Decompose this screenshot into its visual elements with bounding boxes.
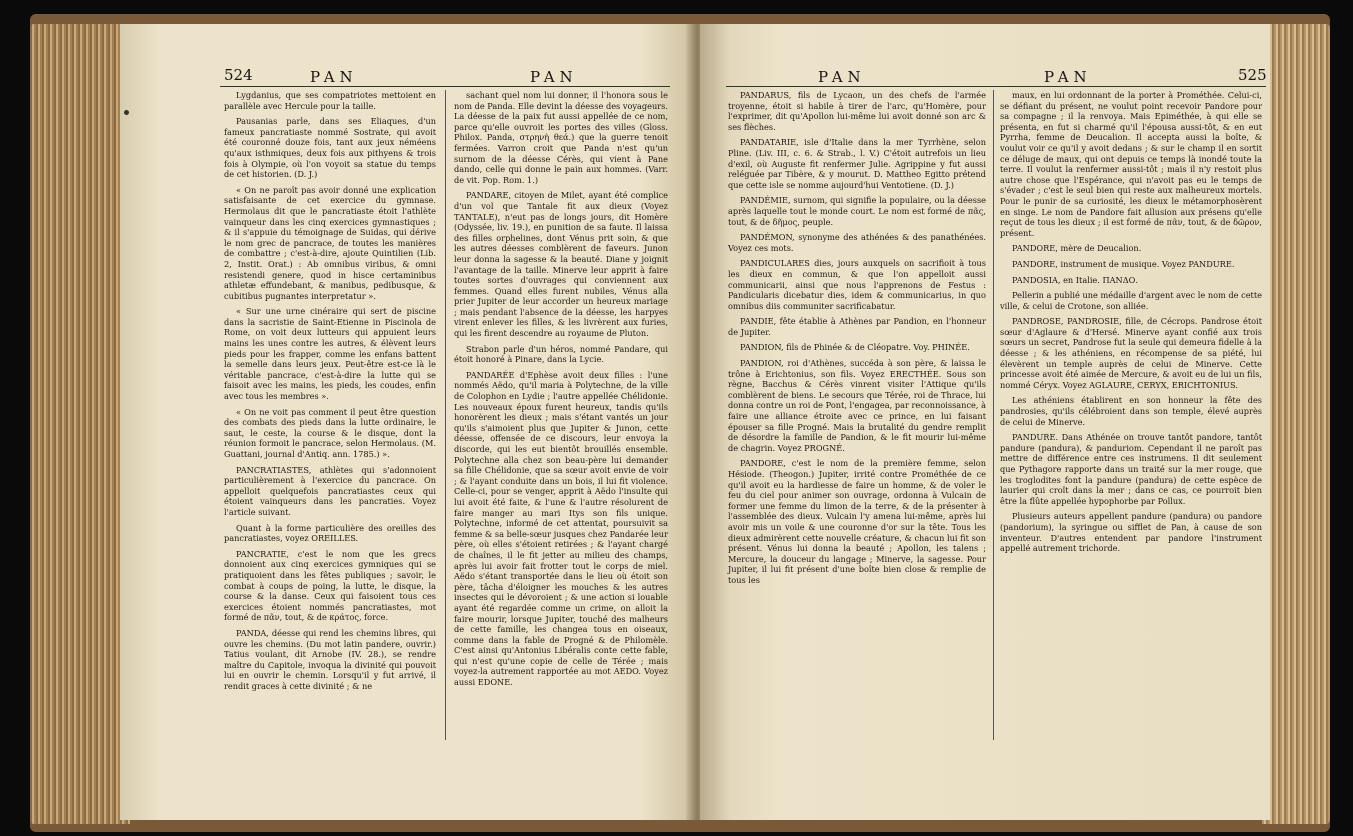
entry-paragraph: PANDORE, c'est le nom de la première femme, selon Hésiode. (Theogon.) Jupiter, irrité contre Prométhée de ce qu'il avoit eu la hardiesse de faire un homme, & de voler le feu du ciel pour animer son ouvrage, ordonna à Vulcain de former une femme du limon de la terre, & de la présenter à l'assemblée des dieux. Vulcain l'y amena lui-même, après lui avoir mis un voile & une couronne d'or sur la tête. Tous les dieux admirèrent cette nouvelle créature, & chacun lui fit son présent. Vénus lui donna la beauté ; Apollon, les talens ; Mercure, la douceur du langage ; Minerve, la sagesse. Pour Jupiter, il lui fit présent d'une boîte bien close & remplie de tous les	[728, 458, 986, 585]
entry-paragraph: Pausanias parle, dans ses Eliaques, d'un fameux pancratiaste nommé Sostrate, qui avoit été couronné douze fois, tant aux jeux néméens qu'aux isthmiques, deux fois aux pithyens & trois fois à Olympie, où l'on voyoit sa statue du temps de cet historien. (D. J.)	[224, 116, 436, 180]
entry-paragraph: PANCRATIE, c'est le nom que les grecs donnoient aux cinq exercices gymniques qui se pratiquoient dans les fêtes publiques ; savoir, le combat à coups de poing, la lutte, le disque, la course & la danse. Ceux qui faisoient tous ces exercices étoient nommés pancratiastes, mot formé de πᾶν, tout, & de κράτος, force.	[224, 548, 436, 623]
entry-paragraph: PANDATARIE, isle d'Italie dans la mer Tyrrhène, selon Pline. (Liv. III, c. 6. & Strab., l. V.) C'étoit autrefois un lieu d'exil, où Auguste fit renfermer Julie. Agrippine y fut aussi reléguée par Tibère, & y mourut. D. Mattheo Egitto prétend que cette isle se nomme aujourd'hui Ventotiene. (D. J.)	[728, 137, 986, 190]
entry-paragraph: Pellerin a publié une médaille d'argent avec le nom de cette ville, & celui de Crotone, son alliée.	[1000, 290, 1262, 311]
entry-paragraph: PANDARUS, fils de Lycaon, un des chefs de l'armée troyenne, étoit si habile à tirer de l'arc, qu'Homère, pour l'exprimer, dit qu'Apollon lui-même lui avoit donné son arc & ses flèches.	[728, 90, 986, 132]
left-page-column-2	[454, 90, 668, 693]
left-page	[120, 24, 694, 820]
entry-paragraph: « On ne voit pas comment il peut être question des combats des pieds dans la lutte ordinaire, le saut, le ceste, la course & le disque, dont la réunion formoit le pancrace, selon Hermolaus. (M. Guattani, journal d'Antiq. ann. 1785.) ».	[224, 406, 436, 459]
left-page-column-1	[224, 90, 436, 696]
running-header-right: PAN	[1044, 68, 1092, 86]
entry-paragraph: PANDORE, instrument de musique. Voyez PANDURE.	[1012, 258, 1235, 269]
right-page-column-2	[1000, 90, 1262, 559]
running-header-left: PAN	[310, 68, 358, 86]
page-number-right: 525	[1238, 66, 1267, 84]
entry-paragraph: PANDÉMIE, surnom, qui signifie la populaire, ou la déesse après laquelle tout le monde court. Le nom est formé de πᾶς, tout, & de δῆμος, peuple.	[728, 195, 986, 227]
entry-paragraph: PANCRATIASTES, athlètes qui s'adonnoient particulièrement à l'exercice du pancrace. On appelloit quelquefois pancratiastes ceux qui étoient vainqueurs dans les pancraties. Voyez l'article suivant.	[224, 464, 436, 517]
page-number-left: 524	[224, 66, 253, 84]
right-page-column-1	[728, 90, 986, 591]
entry-paragraph: PANDORE, mère de Deucalion.	[1012, 243, 1142, 254]
right-page	[700, 24, 1270, 820]
entry-paragraph: « On ne paroît pas avoir donné une explication satisfaisante de cet exercice du gymnase. Hermolaus dit que le pancratiaste étoit l'athlète vainqueur dans les cinq exercices gymnastiques ; & il s'appuie du témoignage de Suidas, qui dérive le nom grec de pancrace, de toutes les manières de combattre ; c'est-à-dire, ajoute Quintilien (Lib. 2, Instit. Orat.) : Ab omnibus viribus, & omni resistendi genere, quod in hisce certaminibus athletæ effundebant, & manibus, pedibusque, & cubitibus pugnantes interpretatur ».	[224, 184, 436, 301]
entry-paragraph: Quant à la forme particulière des oreilles des pancratiastes, voyez OREILLES.	[224, 522, 436, 544]
column-divider	[993, 90, 994, 740]
page-mark	[124, 110, 129, 115]
entry-paragraph: maux, en lui ordonnant de la porter à Prométhée. Celui-ci, se défiant du présent, ne voulut point recevoir Pandore pour sa compagne ; il la renvoya. Mais Epiméthée, à qui elle se présenta, en fut si charmé qu'il l'épousa aussi-tôt, & en eut Pyrrha, femme de Deucalion. Il accepta aussi la boîte, & voulut voir ce qu'il y avoit dedans ; & sur le champ il en sortit ce déluge de maux, qui ont depuis ce temps là inondé toute la terre. Il voulut la renfermer aussi-tôt ; mais il n'y restoit plus autre chose que l'Espérance, qui n'avoit pas eu le temps de s'évader ; c'est le seul bien qui reste aux malheureux mortels. Pour le punir de sa curiosité, les dieux le métamorphosèrent en singe. Le nom de Pandore fait allusion aux présens qu'elle reçut de tous les dieux ; il est formé de πᾶν, tout, & de δῶρον, présent.	[1000, 90, 1262, 238]
entry-paragraph: Strabon parle d'un héros, nommé Pandare, qui étoit honoré à Pinare, dans la Lycie.	[454, 343, 668, 365]
header-rule	[220, 86, 670, 87]
header-rule	[726, 86, 1266, 87]
entry-paragraph: Lygdanius, que ses compatriotes mettoient en parallèle avec Hercule pour la taille.	[224, 90, 436, 111]
entry-paragraph: Les athéniens établirent en son honneur la fête des pandrosies, qu'ils célébroient dans son temple, élevé auprès de celui de Minerve.	[1000, 395, 1262, 427]
entry-paragraph: PANDION, roi d'Athènes, succéda à son père, & laissa le trône à Erichtonius, son fils. Voyez ERECTHÉE. Sous son règne, Bacchus & Cérès vinrent visiter l'Attique qu'ils comblèrent de biens. Le secours que Térée, roi de Thrace, lui donna contre un roi de Pont, l'engagea, par reconnoissance, à faire une alliance étroite avec ce prince, en lui faisant épouser sa fille Progné. Mais la brutalité du gendre remplit de désordre la famille de Pandion, & le fit mourir lui-même de chagrin. Voyez PROGNÉ.	[728, 358, 986, 453]
entry-paragraph: PANDROSE, PANDROSIE, fille, de Cécrops. Pandrose étoit sœur d'Aglaure & d'Hersé. Minerve ayant confié aux trois sœurs un secret, Pandrose fut la seule qui demeura fidelle à la déesse ; & les athéniens, en récompense de sa piété, lui élevèrent un temple auprès de celui de Minerve. Cette princesse avoit été aimée de Mercure, & avoit eu de lui un fils, nommé Céryx. Voyez AGLAURE, CERYX, ERICHTONIUS.	[1000, 316, 1262, 390]
entry-paragraph: PANDA, déesse qui rend les chemins libres, qui ouvre les chemins. (Du mot latin pandere, ouvrir.) Tatius voulant, dit Arnobe (IV. 28.), se rendre maître du Capitole, invoqua la divinité qui pouvoit lui en ouvrir le chemin. Lorsqu'il y fut arrivé, il rendit graces à cette divinité ; & ne	[224, 627, 436, 691]
right-page-edges	[1262, 24, 1330, 824]
entry-paragraph: sachant quel nom lui donner, il l'honora sous le nom de Panda. Elle devint la déesse des voyageurs. La déesse de la paix fut aussi appellée de ce nom, parce qu'elle ouvroit les portes des villes (Gloss. Philox. Panda, στρηνὴ θεά.) que la guerre tenoit fermées. Varron croit que Panda n'est qu'un surnom de la déesse Cérès, qui vient à Pane dando, celle qui donne le pain aux hommes. (Varr. de vit. Pop. Rom. 1.)	[454, 90, 668, 185]
entry-paragraph: PANDÉMON, synonyme des athénées & des panathénées. Voyez ces mots.	[728, 232, 986, 253]
entry-paragraph: PANDOSIA, en Italie. ΠΑΝΔΟ.	[1012, 274, 1138, 285]
entry-paragraph: PANDIE, fête établie à Athènes par Pandion, en l'honneur de Jupiter.	[728, 316, 986, 337]
entry-paragraph: PANDICULARES dies, jours auxquels on sacrifioit à tous les dieux en commun, & que l'on appelloit aussi communicarii, ainsi que nous l'apprenons de Festus : Pandicularis dicebatur dies, idem & communicarius, in quo omnibus diis communiter sacrificabatur.	[728, 258, 986, 311]
running-header-left: PAN	[818, 68, 866, 86]
column-divider	[445, 90, 446, 740]
left-page-edges	[30, 24, 130, 824]
entry-paragraph: « Sur une urne cinéraire qui sert de piscine dans la sacristie de Saint-Etienne in Piscinola de Rome, on voit deux lutteurs qui appuient leurs mains les unes contre les autres, & élèvent leurs pieds pour les frapper, comme les enfans battent la semelle dans leurs jeux. Peut-être est-ce là le véritable pancrace, c'est-à-dire la lutte qui se faisoit avec les mains, les pieds, les coudes, enfin avec tous les membres ».	[224, 306, 436, 402]
entry-paragraph: PANDARÉE d'Ephèse avoit deux filles : l'une nommés Aëdo, qu'il maria à Polytechne, de la ville de Colophon en Lydie ; l'autre appellée Chélidonie. Les nouveaux époux furent heureux, tandis qu'ils honorèrent les dieux ; mais s'étant vantés un jour qu'ils s'aimoient plus que Jupiter & Junon, cette déesse, offensée de ce discours, leur envoya la discorde, qui les eut bientôt brouillés ensemble. Polytechne alla chez son beau-père lui demander sa fille Chélidonie, que sa sœur avoit envie de voir ; & l'ayant conduite dans un bois, il lui fit violence. Celle-ci, pour se venger, apprit à Aëdo l'insulte qui lui avoit été faite, & l'une & l'autre résolurent de faire manger au mari Itys son fils unique. Polytechne, informé de cet attentat, poursuivit sa femme & sa belle-sœur jusques chez Pandarée leur père, où elles s'étoient retirées ; & l'ayant chargé de chaînes, il le fit jetter au milieu des champs, après lui avoir fait frotter tout le corps de miel. Aëdo s'étant transportée dans le lieu où étoit son père, tâcha d'éloigner les mouches & les autres insectes qui le dévoroient ; & une action si louable ayant été regardée comme un crime, on alloit la faire mourir, lorsque Jupiter, touché des malheurs de cette famille, les changea tous en oiseaux, comme dans la fable de Progné & de Philomèle. C'est ainsi qu'Antonius Libéralis conte cette fable, qui n'est qu'une copie de celle de Térée ; mais voyez-la autrement rapportée au mot AEDO. Voyez aussi EDONE.	[454, 369, 668, 688]
entry-paragraph: PANDARE, citoyen de Milet, ayant été complice d'un vol que Tantale fit aux dieux (Voyez TANTALE), n'eut pas de longs jours, dit Homère (Odyssée, liv. 19.), en punition de sa faute. Il laissa des filles orphelines, dont Vénus prit soin, & que les autres déesses comblèrent de faveurs. Junon leur donna la sagesse & la beauté. Diane y joignit l'avantage de la taille. Minerve leur apprit à faire toutes sortes d'ouvrages qui conviennent aux femmes. Quand elles furent nubiles, Vénus alla prier Jupiter de leur accorder un heureux mariage ; mais pendant l'absence de la déesse, les harpyes virent enlever les filles, & les livrèrent aux furies, qui les firent descendre au royaume de Pluton.	[454, 190, 668, 339]
entry-paragraph: PANDURE. Dans Athénée on trouve tantôt pandore, tantôt pandure (pandura), & panduriom. Cependant il ne paroît pas mettre de différence entre ces instrumens. Il dit seulement que Pythagore rapporte dans un traité sur la mer rouge, que les troglodites font la pandure (pandura) de cette espèce de laurier qui croît dans la mer ; dans ce cas, ce pourroit bien être la flûte appellée hypophorbe par Pollux.	[1000, 432, 1262, 506]
entry-paragraph: Plusieurs auteurs appellent pandure (pandura) ou pandore (pandorium), la syringue ou sifflet de Pan, à cause de son inventeur. D'autres entendent par pandore l'instrument appellé autrement trichorde.	[1000, 511, 1262, 554]
entry-paragraph: PANDION, fils de Phinée & de Cléopatre. Voy. PHINÉE.	[740, 342, 970, 353]
running-header-right: PAN	[530, 68, 578, 86]
